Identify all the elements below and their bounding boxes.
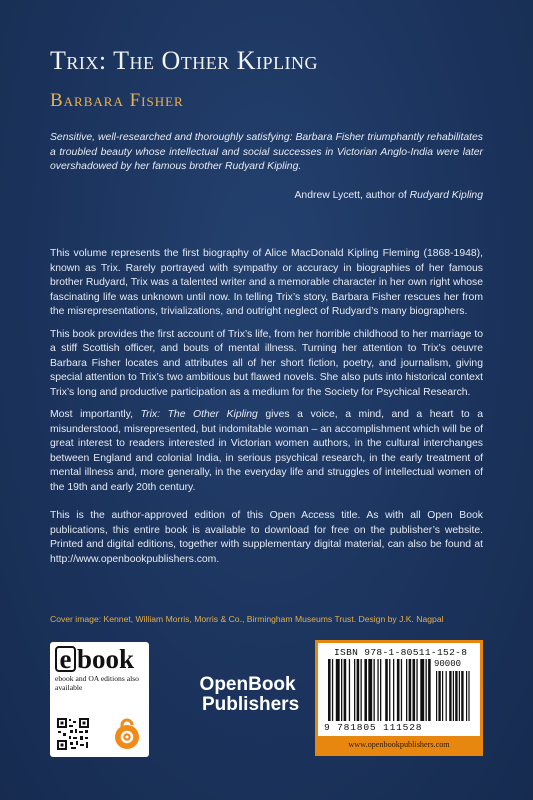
publisher-name-line1: OpenBook [199,674,296,695]
ebook-word-rest: book [77,644,135,674]
open-access-icon [113,717,141,751]
description-paragraph-1: This volume represents the first biography of Alice MacDonald Kipling Fleming (1868-1948), known as Trix. Rarely portrayed with sympathy or accuracy in biographies of her famous brother Rudyard, Trix was a talented writer and a memorable character in her own right whose fascinating life was unknown until now. In telling Trix’s story, Barbara Fisher rescues her from the misrepresentations, trivializations, and outright neglect of Rudyard’s many biographers. [50,248,483,317]
reviewer-work: Rudyard Kipling [409,190,483,201]
book-description [50,247,483,575]
p3-rest: gives a voice, a mind, and a heart to a misunderstood, misrepresented, but indomitable woman – an accomplishment which will be of great interest to readers interested in Victorian women authors, in the cultural interchanges between England and colonial India, in serious psychical research, in the early treatment of mental illness and, more generally, in the everyday life and struggles of intellectual women of the 19th and early 20th century. [50,409,484,493]
isbn-barcode-box [315,640,483,756]
cover-credit: Cover image: Kennet, William Morris, Morris & Co., Birmingham Museums Trust. Design by J.K. Nagpal [50,614,444,624]
qr-code-icon [56,717,90,751]
ebook-wordmark [55,646,144,672]
isbn-text: ISBN 978-1-80511-152-8 [334,647,468,658]
book-title: Trix: The Other Kipling [50,46,319,75]
publisher-url: www.openbookpublishers.com [318,736,480,753]
ebook-e-letter: e [55,646,76,672]
barcode-digits: 9 781805 111528 [324,722,423,733]
barcode-bars [324,659,478,721]
description-paragraph-3 [50,408,483,495]
book-author: Barbara Fisher [50,90,184,111]
price-code: 90000 [434,659,462,669]
publisher-name [196,675,299,715]
reviewer-name: Andrew Lycett, author of [294,190,407,201]
review-attribution [295,190,484,201]
p3-title: Trix: The Other Kipling [140,409,258,420]
review-quote: Sensitive, well-researched and thoroughly satisfying: Barbara Fisher triumphantly rehabilitates a troubled beauty whose intellectual and social successes in Victorian Anglo-India were later overshadowed by her famous brother Rudyard Kipling. [50,132,483,173]
description-paragraph-4: This is the author-approved edition of this Open Access title. As with all Open Book publications, this entire book is available to download for free on the publisher’s website. Printed and digital editions, together with supplementary digital material, can also be found at http://www.openbookpublishers.com. [50,510,483,565]
ebook-badge [50,642,149,757]
ebook-subtitle: ebook and OA editions also available [55,674,139,692]
p3-start: Most importantly, [50,409,134,420]
description-paragraph-2: This book provides the first account of Trix’s life, from her horrible childhood to her marriage to a stiff Scottish officer, and bouts of mental illness. Turning her attention to Trix’s oeuvre Barbara Fisher locates and attributes all of her short fiction, poetry, and journalism, giving special attention to Trix’s two ambitious but flawed novels. She also puts into historical context Trix’s long and productive participation as a medium for the Society for Psychical Research. [50,328,483,398]
publisher-name-line2: Publishers [202,694,300,715]
